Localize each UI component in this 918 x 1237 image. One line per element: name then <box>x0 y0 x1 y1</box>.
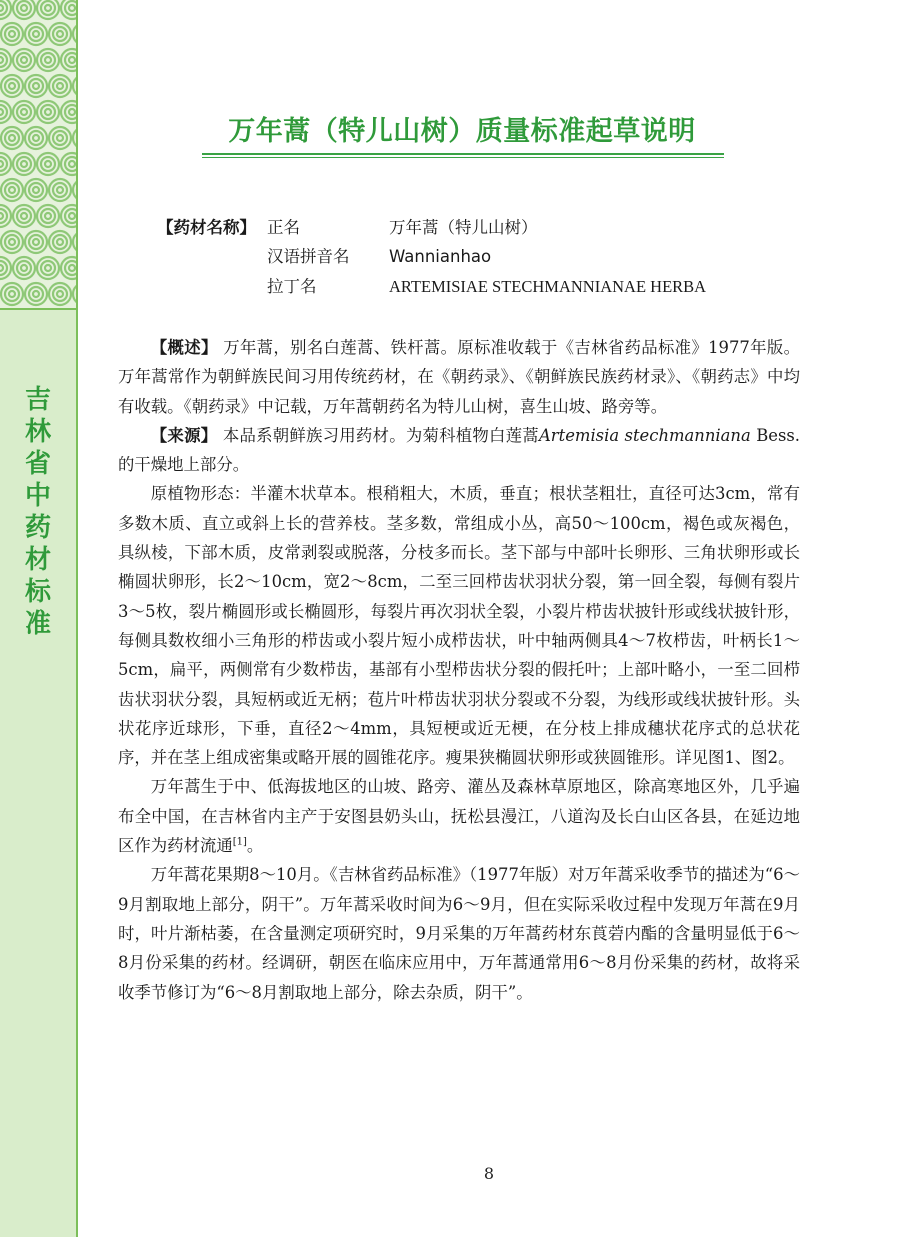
name-value: Wannianhao <box>389 247 492 266</box>
source-text-end: Bess. 的干燥地上部分。 <box>118 425 801 475</box>
name-key: 正名 <box>267 218 300 237</box>
name-key: 汉语拼音名 <box>267 247 350 266</box>
title-rule <box>202 153 724 155</box>
body-text <box>118 333 800 1007</box>
distribution-text: 万年蒿生于中、低海拔地区的山坡、路旁、灌丛及森林草原地区，除高寒地区外，几乎遍布全中国，在吉林省内主产于安图县奶头山，抚松县漫江，八道沟及长白山区各县，在延边地区作为药材流通 <box>118 777 800 856</box>
name-value: 万年蒿（特儿山树） <box>389 218 538 237</box>
source-text: 本品系朝鲜族习用药材。为菊科植物白莲蒿 <box>222 425 539 445</box>
page-number: 8 <box>483 1164 495 1183</box>
paragraph-overview <box>118 333 800 421</box>
latin-species-name: Artemisia stechmanniana <box>538 425 751 445</box>
paragraph-morphology: 原植物形态：半灌木状草本。根稍粗大，木质，垂直；根状茎粗壮，直径可达3cm，常有多数木质、直立或斜上长的营养枝。茎多数，常组成小丛，高50～100cm，褐色或灰褐色，具纵棱，下部木质，皮常剥裂或脱落，分枝多而长。茎下部与中部叶长卵形、三角状卵形或长椭圆状卵形，长2～10cm，宽2～8cm，二至三回栉齿状羽状分裂，第一回全裂，每侧有裂片3～5枚，裂片椭圆形或长椭圆形，每裂片再次羽状全裂，小裂片栉齿状披针形或线状披针形，每侧具数枚细小三角形的栉齿或小裂片短小成栉齿状，叶中轴两侧具4～7枚栉齿，叶柄长1～5cm，扁平，两侧常有少数栉齿，基部有小型栉齿状分裂的假托叶；上部叶略小，一至二回栉齿状羽状分裂，具短柄或近无柄；苞片叶栉齿状羽状分裂或不分裂，为线形或线状披针形。头状花序近球形，下垂，直径2～4mm，具短梗或近无梗，在分枝上排成穗状花序式的总状花序，并在茎上组成密集或略开展的圆锥花序。瘦果狭椭圆状卵形或狭圆锥形。详见图1、图2。 <box>118 484 800 768</box>
paragraph-source <box>118 421 800 480</box>
page-title: 万年蒿（特儿山树）质量标准起草说明 <box>228 116 696 147</box>
overview-text: 万年蒿，别名白莲蒿、铁杆蒿。原标准收载于《吉林省药品标准》1977年版。万年蒿常作为朝鲜族民间习用传统药材，在《朝药录》、《朝鲜族民族药材录》、《朝药志》中均有收载。《朝药录》中记载，万年蒿朝药名为特儿山树，喜生山坡、路旁等。 <box>118 338 800 416</box>
cloud-pattern-decoration <box>0 0 76 308</box>
sidebar-divider <box>0 308 76 310</box>
distribution-end: 。 <box>246 836 264 856</box>
title-rule-thin <box>202 157 724 158</box>
paragraph-distribution <box>118 772 800 860</box>
sidebar-band <box>0 0 78 1237</box>
sidebar-book-title: 吉林省中药材标准 <box>25 385 52 639</box>
section-label-overview: 【概述】 <box>150 338 218 357</box>
names-label: 【药材名称】 <box>157 218 256 237</box>
reference-marker[interactable]: [1] <box>232 836 247 848</box>
section-label-source: 【来源】 <box>150 425 218 445</box>
name-value: ARTEMISIAE STECHMANNIANAE HERBA <box>389 277 707 296</box>
paragraph-harvest: 万年蒿花果期8～10月。《吉林省药品标准》（1977年版）对万年蒿采收季节的描述为“6～9月割取地上部分，阴干”。万年蒿采收时间为6～9月，但在实际采收过程中发现万年蒿在9月时，叶片渐枯萎，在含量测定项研究时，9月采集的万年蒿药材东莨菪内酯的含量明显低于6～8月份采集的药材。经调研，朝医在临床应用中，万年蒿通常用6～8月份采集的药材，故将采收季节修订为“6～8月割取地上部分，除去杂质，阴干”。 <box>118 865 800 1002</box>
name-key: 拉丁名 <box>267 277 317 296</box>
